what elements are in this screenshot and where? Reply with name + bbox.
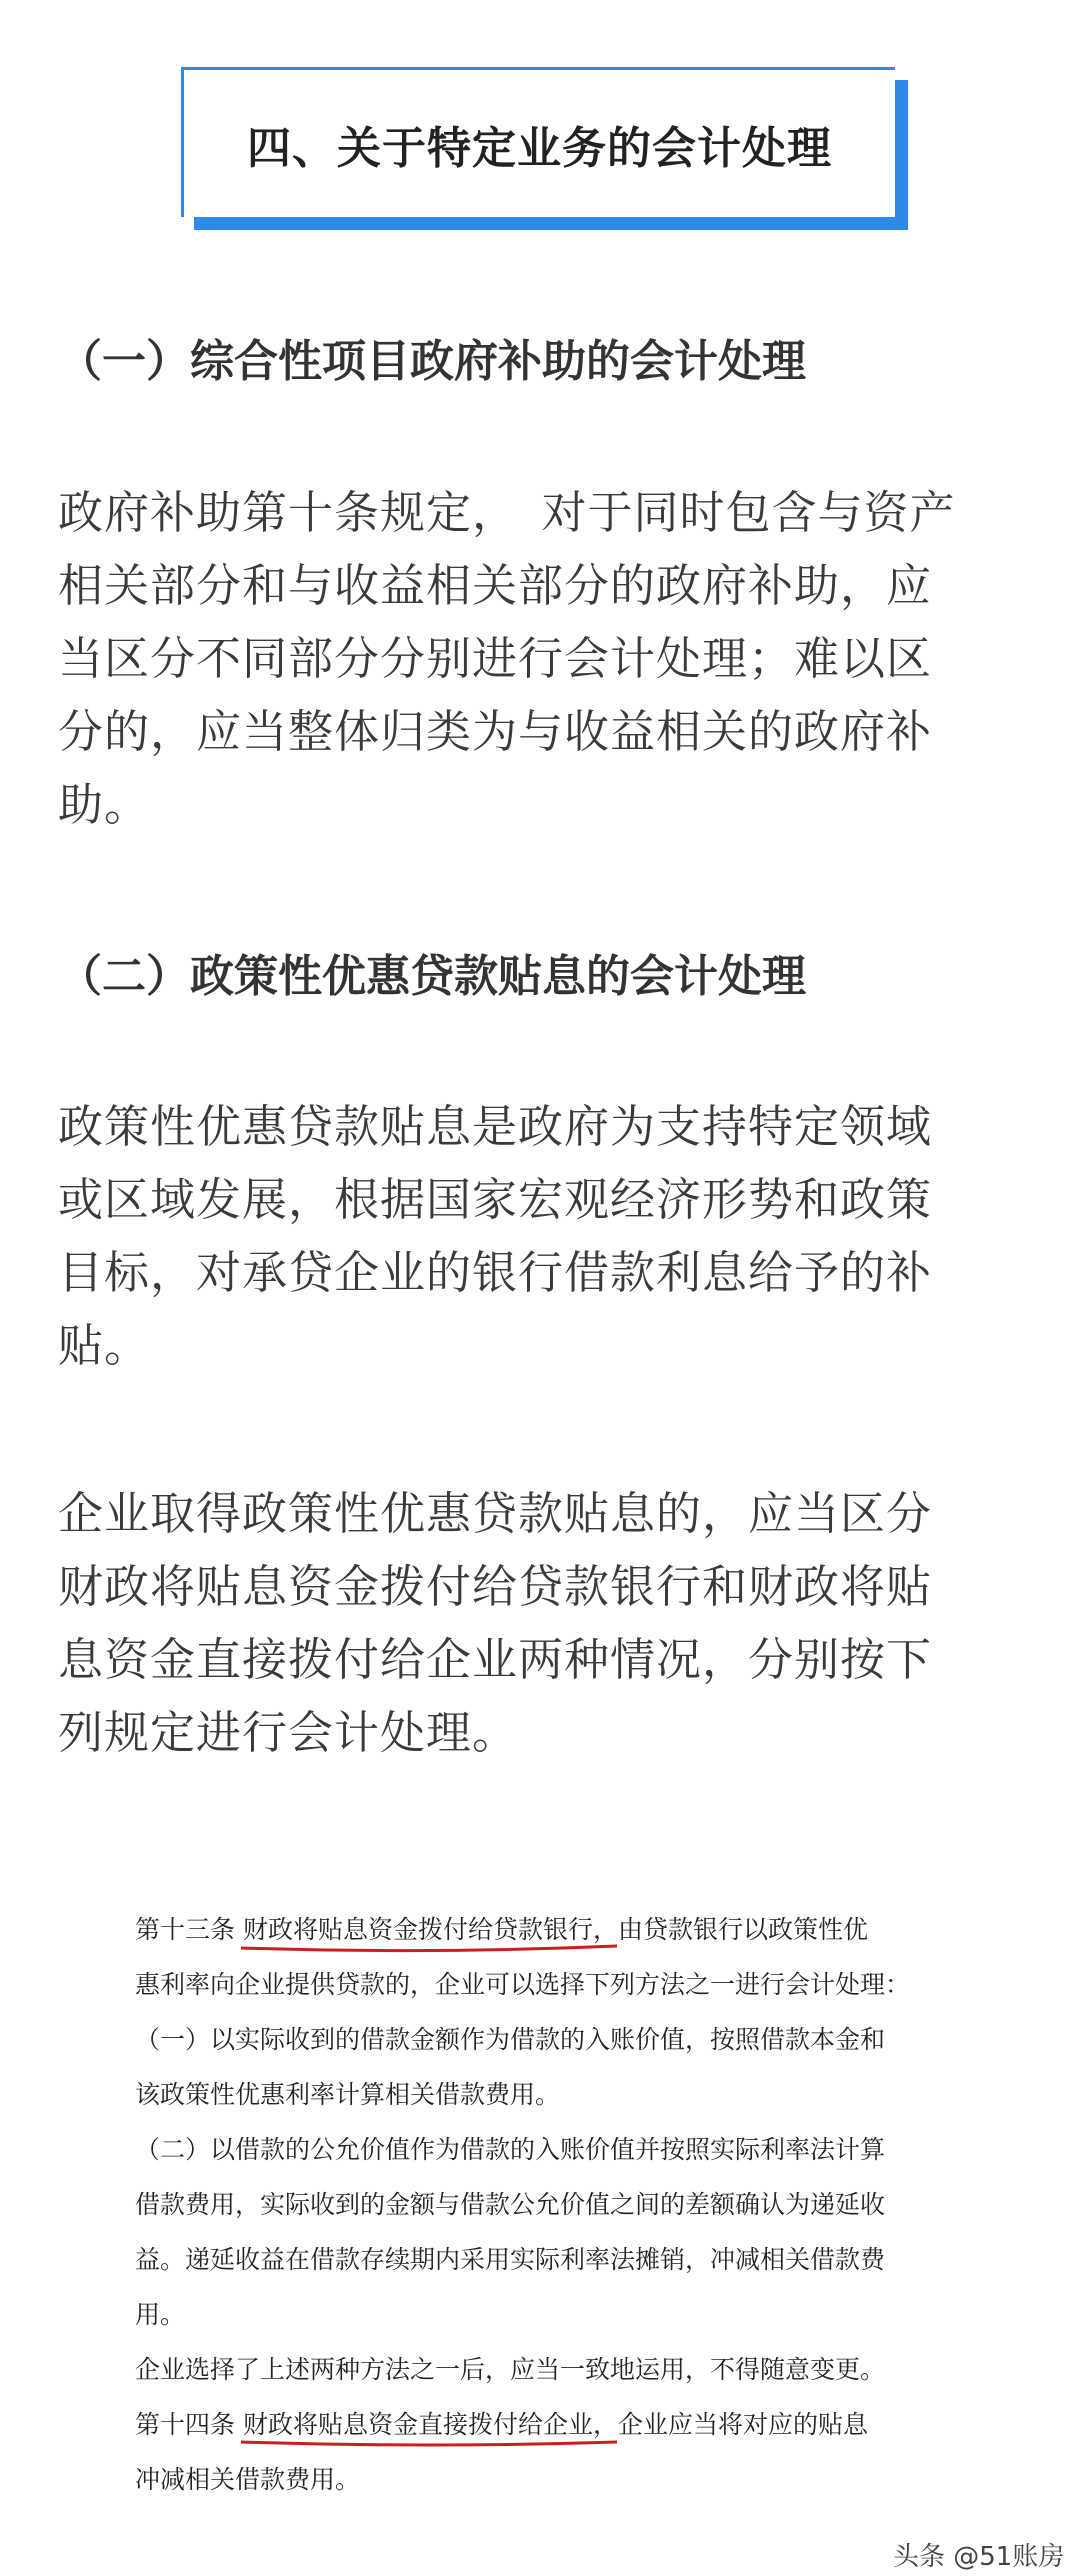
section-title: 四、关于特定业务的会计处理 [247,122,832,174]
underlined-phrase: 财政将贴息资金拨付给贷款银行 [243,1915,593,1944]
paragraph-line: 财政将贴息资金拨付给贷款银行和财政将贴 [58,1560,933,1613]
scan-line: 该政策性优惠利率计算相关借款费用。 [135,2080,561,2109]
watermark: 头条 @51账房 [893,2542,1065,2572]
paragraph-2 [58,1090,1040,1382]
scan-line: 冲减相关借款费用。 [135,2465,361,2494]
paragraph-line: 息资金直接拨付给企业两种情况，分别按下 [58,1633,933,1686]
scan-line: 用。 [135,2300,186,2329]
paragraph-line: 政策性优惠贷款贴息是政府为支持特定领域 [58,1100,933,1153]
scan-line: 第十四条 财政将贴息资金直接拨付给企业 ，企业应当将对应的贴息 [135,2405,868,2441]
subheading-1: （一）综合性项目政府补助的会计处理 [58,336,806,387]
section-title-box [181,67,895,217]
scan-line: 第十三条 财政将贴息资金拨付给贷款银行 ，由贷款银行以政策性优 [135,1910,868,1946]
red-underline [239,1942,619,1954]
underlined-phrase: 财政将贴息资金直接拨付给企业 [243,2410,593,2439]
paragraph-1 [58,476,1040,841]
paragraph-line: 分的，应当整体归类为与收益相关的政府补 [58,705,933,758]
paragraph-line: 列规定进行会计处理。 [58,1706,519,1759]
paragraph-line: 当区分不同部分分别进行会计处理；难以区 [58,632,933,685]
paragraph-line: 企业取得政策性优惠贷款贴息的，应当区分 [58,1487,933,1540]
scan-line: 益。递延收益在借款存续期内采用实际利率法摊销，冲减相关借款费 [135,2245,886,2274]
red-underline [239,2437,619,2449]
scan-line: 企业选择了上述两种方法之一后，应当一致地运用，不得随意变更。 [135,2355,886,2384]
scan-line: 借款费用，实际收到的金额与借款公允价值之间的差额确认为递延收 [135,2190,886,2219]
paragraph-3 [58,1477,1040,1769]
paragraph-line: 目标，对承贷企业的银行借款利息给予的补 [58,1246,933,1299]
paragraph-line: 相关部分和与收益相关部分的政府补助，应 [58,559,933,612]
subheading-2: （二）政策性优惠贷款贴息的会计处理 [58,951,806,1002]
paragraph-line: 或区域发展，根据国家宏观经济形势和政策 [58,1173,933,1226]
scan-line: 惠利率向企业提供贷款的，企业可以选择下列方法之一进行会计处理： [135,1970,911,1999]
paragraph-line: 助。 [58,778,151,831]
scanned-regulation-image [0,1840,1080,2576]
paragraph-line: 政府补助第十条规定， 对于同时包含与资产 [58,486,956,539]
scan-line: （一）以实际收到的借款金额作为借款的入账价值，按照借款本金和 [135,2025,886,2054]
paragraph-line: 贴。 [58,1319,151,1372]
scan-line: （二）以借款的公允价值作为借款的入账价值并按照实际利率法计算 [135,2135,886,2164]
